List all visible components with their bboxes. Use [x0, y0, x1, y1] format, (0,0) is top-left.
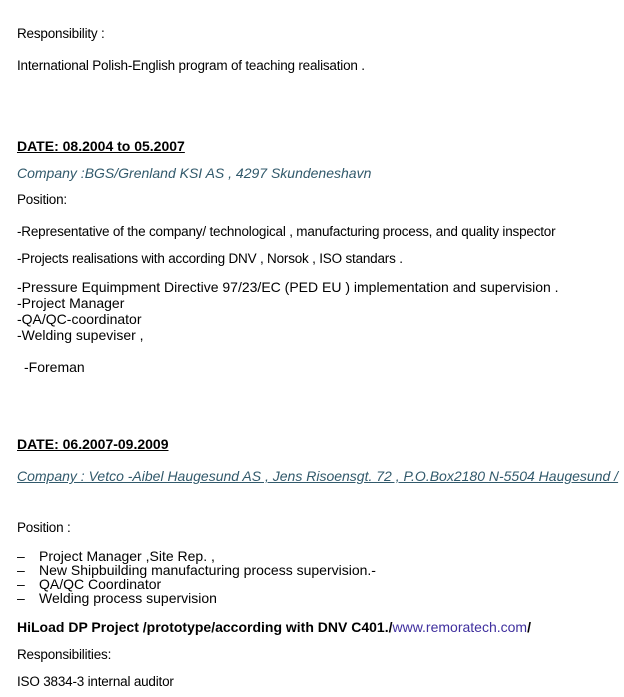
- bullet-dash: –: [17, 562, 25, 578]
- responsibilities-label: Responsibilities:: [17, 647, 112, 662]
- bullet-dash: –: [17, 548, 25, 564]
- section1-line: -QA/QC-coordinator: [17, 311, 142, 327]
- section1-date: DATE: 08.2004 to 05.2007: [17, 138, 185, 154]
- section1-line: -Projects realisations with according DNV , Norsok , ISO standars .: [17, 251, 403, 266]
- project-text: HiLoad DP Project /prototype/according with DNV C401./: [17, 619, 393, 635]
- list-item: [17, 563, 376, 577]
- list-item: [17, 591, 217, 605]
- section1-line: -Representative of the company/ technological , manufacturing process, and quality inspector: [17, 224, 556, 239]
- section1-company: Company :BGS/Grenland KSI AS , 4297 Skundeneshavn: [17, 165, 372, 181]
- section1-line: -Project Manager: [17, 295, 125, 311]
- list-item: [17, 549, 215, 563]
- responsibilities-item: ISO 3834-3 internal auditor: [17, 674, 174, 689]
- section2-position-label: Position :: [17, 520, 71, 535]
- bullet-text: New Shipbuilding manufacturing process supervision.-: [39, 562, 376, 578]
- project-line: [17, 620, 531, 634]
- bullet-text: QA/QC Coordinator: [39, 576, 162, 592]
- bullet-dash: –: [17, 576, 25, 592]
- responsibility-label: Responsibility :: [17, 26, 105, 41]
- section1-line: -Foreman: [24, 359, 85, 375]
- section2-date: DATE: 06.2007-09.2009: [17, 436, 169, 452]
- bullet-text: Welding process supervision: [39, 590, 217, 606]
- section2-company: Company : Vetco -Aibel Haugesund AS , Jens Risoensgt. 72 , P.O.Box2180 N-5504 Haugesund /: [17, 468, 619, 484]
- section1-line: -Pressure Equimpment Directive 97/23/EC (PED EU ) implementation and supervision .: [17, 279, 559, 295]
- project-tail: /: [527, 619, 531, 635]
- responsibility-text: International Polish-English program of teaching realisation .: [17, 58, 365, 73]
- bullet-text: Project Manager ,Site Rep. ,: [39, 548, 215, 564]
- project-link[interactable]: www.remoratech.com: [392, 619, 528, 635]
- list-item: [17, 577, 161, 591]
- section1-position-label: Position:: [17, 192, 67, 207]
- bullet-dash: –: [17, 590, 25, 606]
- section1-line: -Welding supeviser ,: [17, 327, 144, 343]
